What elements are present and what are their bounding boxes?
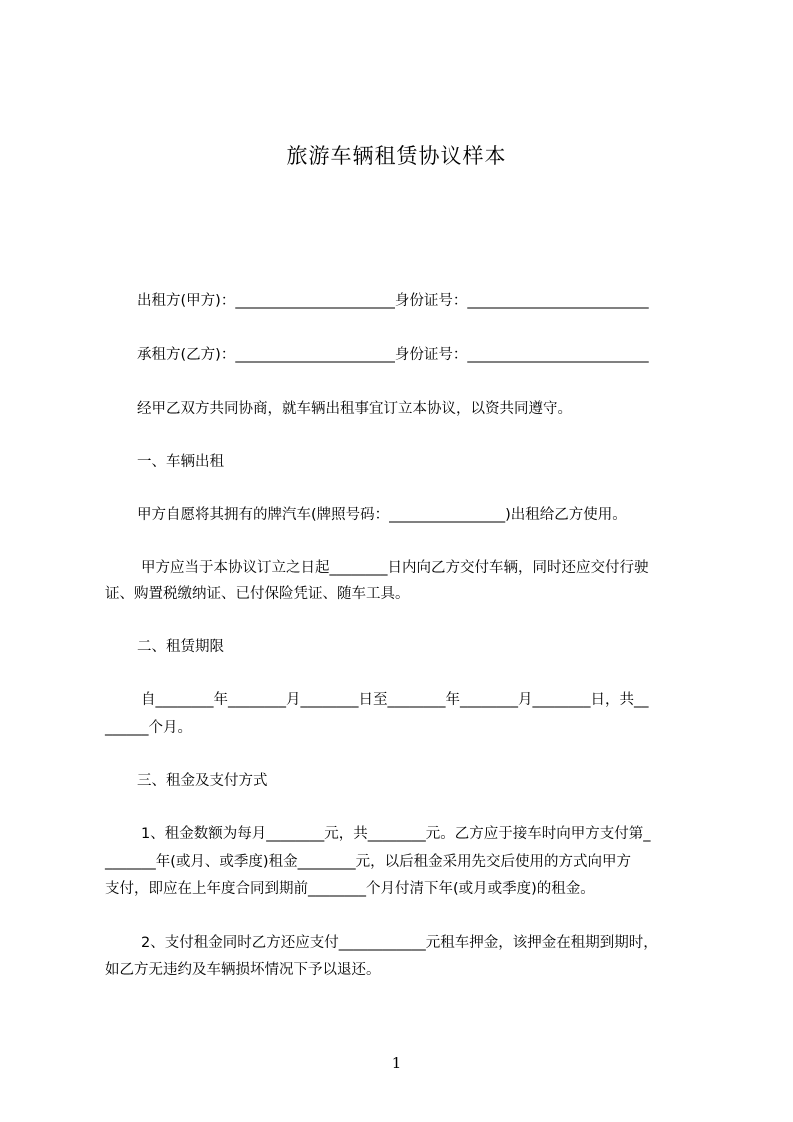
section1-paragraph1: 甲方自愿将其拥有的牌汽车(牌照号码：________________)出租给乙方使用。 [137, 507, 627, 523]
section3-paragraph1-line1: 1、租金数额为每月________元，共________元。乙方应于接车时向甲方支付第_ [141, 826, 651, 842]
section3-heading: 三、租金及支付方式 [137, 773, 268, 789]
section2-paragraph-line1: 自________年________月________日至________年________月________日，共__ [141, 692, 649, 708]
document-title: 旅游车辆租赁协议样本 [286, 144, 507, 168]
section1-heading: 一、车辆出租 [137, 454, 224, 470]
section2-heading: 二、租赁期限 [137, 639, 224, 655]
lessor-line: 出租方(甲方)：______________________身份证号：_________________________ [137, 293, 649, 309]
intro-paragraph: 经甲乙双方共同协商，就车辆出租事宜订立本协议，以资共同遵守。 [137, 401, 572, 417]
section1-paragraph2-line1: 甲方应当于本协议订立之日起________日内向乙方交付车辆，同时还应交付行驶 [141, 560, 649, 576]
lessee-line: 承租方(乙方)：______________________身份证号：_________________________ [137, 347, 649, 363]
section3-paragraph2-line1: 2、支付租金同时乙方还应支付____________元租车押金，该押金在租期到期时， [141, 935, 658, 951]
section3-paragraph1-line3: 支付，即应在上年度合同到期前________个月付清下年(或月或季度)的租金。 [105, 881, 595, 897]
section3-paragraph1-line2: _______年(或月、或季度)租金________元，以后租金采用先交后使用的方式向甲方 [105, 854, 632, 870]
section3-paragraph2-line2: 如乙方无违约及车辆损坏情况下予以退还。 [105, 962, 381, 978]
section1-paragraph2-line2: 证、购置税缴纳证、已付保险凭证、随车工具。 [105, 586, 410, 602]
section2-paragraph-line2: ______个月。 [105, 720, 192, 736]
page-number: 1 [391, 1054, 402, 1072]
